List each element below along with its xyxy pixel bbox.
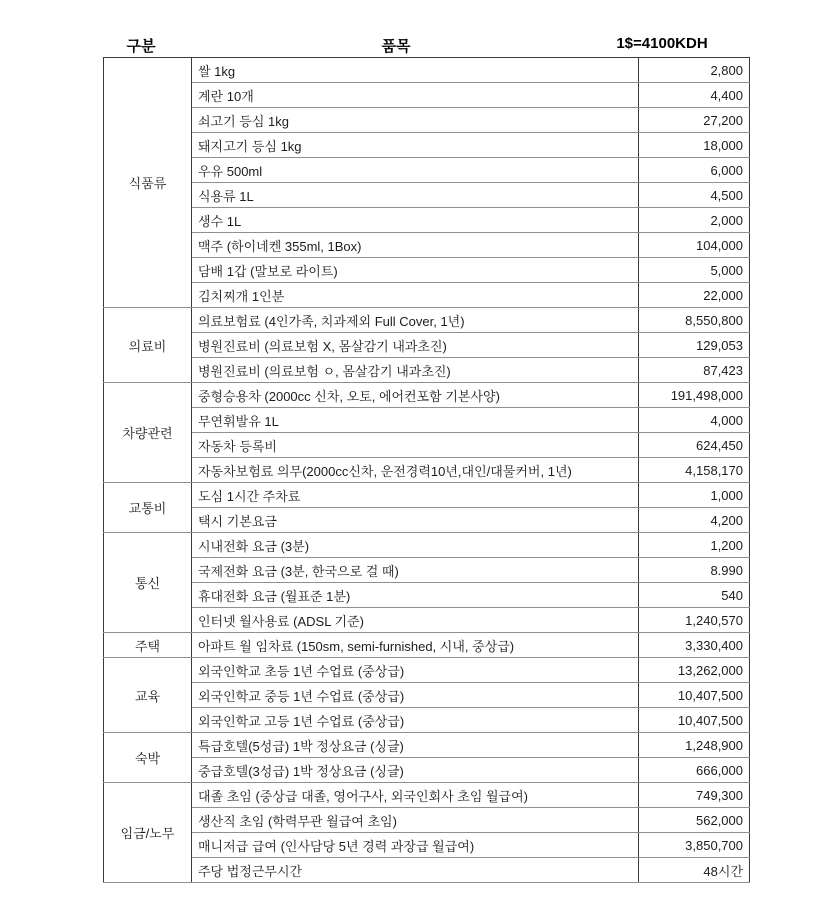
item-cell: 병원진료비 (의료보험 ㅇ, 몸살감기 내과초진) [192,358,639,383]
price-cell: 104,000 [639,233,750,258]
item-cell: 맥주 (하이네켄 355ml, 1Box) [192,233,639,258]
item-cell: 외국인학교 중등 1년 수업료 (중상급) [192,683,639,708]
item-cell: 김치찌개 1인분 [192,283,639,308]
item-cell: 담배 1갑 (말보로 라이트) [192,258,639,283]
item-cell: 쌀 1kg [192,58,639,83]
header-category-label: 구분 [126,38,156,55]
header-exchange-rate-label: 1$=4100KDH [616,35,708,52]
table-row [104,433,750,458]
price-cell: 4,000 [639,408,750,433]
table-header [103,35,723,57]
category-cell: 교통비 [104,483,192,533]
table-row [104,258,750,283]
item-cell: 중급호텔(3성급) 1박 정상요금 (싱글) [192,758,639,783]
category-cell: 통신 [104,533,192,633]
cost-table [103,57,750,883]
price-cell: 27,200 [639,108,750,133]
price-cell: 749,300 [639,783,750,808]
price-cell: 87,423 [639,358,750,383]
table-row [104,158,750,183]
price-cell: 562,000 [639,808,750,833]
table-row [104,58,750,83]
table-row [104,83,750,108]
price-cell: 3,850,700 [639,833,750,858]
price-cell: 4,500 [639,183,750,208]
table-row [104,533,750,558]
price-cell: 1,248,900 [639,733,750,758]
item-cell: 계란 10개 [192,83,639,108]
table-row [104,108,750,133]
price-cell: 8,550,800 [639,308,750,333]
price-cell: 10,407,500 [639,708,750,733]
category-cell: 임금/노무 [104,783,192,883]
price-cell: 1,000 [639,483,750,508]
category-cell: 의료비 [104,308,192,383]
item-cell: 택시 기본요금 [192,508,639,533]
header-item-label: 품목 [381,38,411,55]
table-row [104,683,750,708]
item-cell: 생산직 초임 (학력무관 월급여 초임) [192,808,639,833]
table-row [104,808,750,833]
price-cell: 48시간 [639,858,750,883]
table-row [104,658,750,683]
table-row [104,608,750,633]
price-cell: 4,400 [639,83,750,108]
price-cell: 3,330,400 [639,633,750,658]
table-row [104,358,750,383]
item-cell: 휴대전화 요금 (월표준 1분) [192,583,639,608]
price-cell: 4,158,170 [639,458,750,483]
item-cell: 무연휘발유 1L [192,408,639,433]
table-row [104,708,750,733]
item-cell: 의료보험료 (4인가족, 치과제외 Full Cover, 1년) [192,308,639,333]
price-cell: 666,000 [639,758,750,783]
category-cell: 차량관련 [104,383,192,483]
table-row [104,858,750,883]
table-row [104,458,750,483]
price-cell: 4,200 [639,508,750,533]
table-row [104,558,750,583]
table-row [104,583,750,608]
price-cell: 5,000 [639,258,750,283]
table-row [104,408,750,433]
price-cell: 129,053 [639,333,750,358]
price-cell: 10,407,500 [639,683,750,708]
item-cell: 주당 법정근무시간 [192,858,639,883]
item-cell: 특급호텔(5성급) 1박 정상요금 (싱글) [192,733,639,758]
item-cell: 자동차 등록비 [192,433,639,458]
cost-table-body [104,58,750,883]
price-cell: 2,000 [639,208,750,233]
item-cell: 우유 500ml [192,158,639,183]
table-row [104,233,750,258]
item-cell: 아파트 월 임차료 (150sm, semi-furnished, 시내, 중상급) [192,633,639,658]
item-cell: 병원진료비 (의료보험 X, 몸살감기 내과초진) [192,333,639,358]
item-cell: 도심 1시간 주차료 [192,483,639,508]
price-cell: 22,000 [639,283,750,308]
price-cell: 191,498,000 [639,383,750,408]
category-cell: 식품류 [104,58,192,308]
table-row [104,208,750,233]
table-row [104,283,750,308]
price-cell: 1,240,570 [639,608,750,633]
item-cell: 생수 1L [192,208,639,233]
table-row [104,508,750,533]
table-row [104,758,750,783]
item-cell: 자동차보험료 의무(2000cc신차, 운전경력10년,대인/대물커버, 1년) [192,458,639,483]
item-cell: 시내전화 요금 (3분) [192,533,639,558]
category-cell: 교육 [104,658,192,733]
item-cell: 외국인학교 고등 1년 수업료 (중상급) [192,708,639,733]
table-row [104,783,750,808]
table-row [104,333,750,358]
price-cell: 540 [639,583,750,608]
item-cell: 식용류 1L [192,183,639,208]
item-cell: 중형승용차 (2000cc 신차, 오토, 에어컨포함 기본사양) [192,383,639,408]
price-cell: 18,000 [639,133,750,158]
item-cell: 쇠고기 등심 1kg [192,108,639,133]
price-cell: 2,800 [639,58,750,83]
table-row [104,483,750,508]
item-cell: 국제전화 요금 (3분, 한국으로 걸 때) [192,558,639,583]
category-cell: 숙박 [104,733,192,783]
price-cell: 624,450 [639,433,750,458]
table-row [104,183,750,208]
table-row [104,133,750,158]
price-cell: 13,262,000 [639,658,750,683]
item-cell: 외국인학교 초등 1년 수업료 (중상급) [192,658,639,683]
item-cell: 대졸 초임 (중상급 대졸, 영어구사, 외국인회사 초임 월급여) [192,783,639,808]
table-row [104,308,750,333]
item-cell: 매니저급 급여 (인사담당 5년 경력 과장급 월급여) [192,833,639,858]
table-row [104,733,750,758]
table-row [104,383,750,408]
table-row [104,633,750,658]
table-row [104,833,750,858]
item-cell: 돼지고기 등심 1kg [192,133,639,158]
category-cell: 주택 [104,633,192,658]
price-cell: 6,000 [639,158,750,183]
price-cell: 8.990 [639,558,750,583]
price-cell: 1,200 [639,533,750,558]
item-cell: 인터넷 월사용료 (ADSL 기준) [192,608,639,633]
